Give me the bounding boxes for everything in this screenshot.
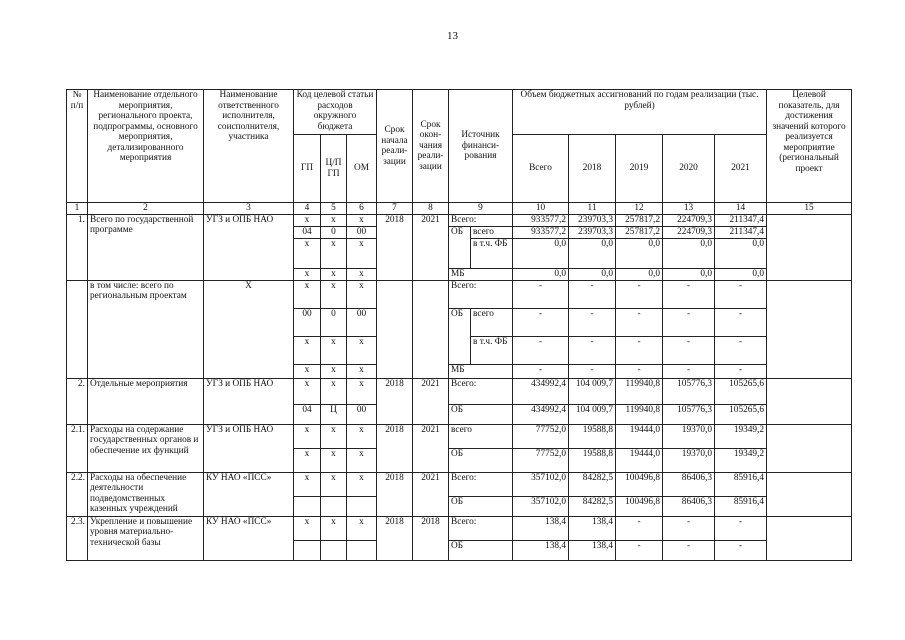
code-gp: х	[294, 364, 321, 378]
code-cp	[321, 540, 347, 560]
vol-total: 434992,4	[513, 378, 569, 404]
vol-2020: -	[663, 308, 715, 336]
vol-2019: 0,0	[616, 238, 663, 268]
code-cp: х	[321, 516, 347, 540]
code-gp: х	[294, 472, 321, 496]
fin-source: ОБ	[449, 308, 471, 364]
header-start: Срок начала реали- зации	[377, 90, 413, 203]
column-number: 10	[513, 203, 569, 215]
vol-2020: 105776,3	[663, 404, 715, 424]
header-code-om: ОМ	[347, 135, 377, 203]
code-om: 00	[347, 308, 377, 336]
vol-total: -	[513, 308, 569, 336]
column-number: 2	[88, 203, 204, 215]
vol-2018: 239703,3	[569, 214, 616, 226]
row-responsible: УГЗ и ОПБ НАО	[204, 214, 294, 280]
vol-2021: 211347,4	[715, 214, 767, 226]
row-name: Расходы на обеспечение деятельности подведомственных казенных учреждений	[88, 472, 204, 516]
fin-source: МБ	[449, 268, 513, 280]
code-cp: х	[321, 238, 347, 268]
row-num: 1.	[67, 214, 88, 280]
fin-source: ОБ	[449, 496, 513, 516]
vol-2018: 0,0	[569, 238, 616, 268]
row-responsible: УГЗ и ОПБ НАО	[204, 424, 294, 472]
vol-2020: 224709,3	[663, 214, 715, 226]
vol-2020: 19370,0	[663, 424, 715, 448]
code-om: х	[347, 472, 377, 496]
vol-2019: -	[616, 336, 663, 364]
target-cell	[767, 280, 852, 378]
code-cp: 0	[321, 226, 347, 238]
vol-2018: 104 009,7	[569, 378, 616, 404]
code-om: х	[347, 238, 377, 268]
column-number: 3	[204, 203, 294, 215]
row-start: 2018	[377, 424, 413, 472]
code-cp: х	[321, 378, 347, 404]
fin-source: Всего:	[449, 280, 513, 308]
page-number: 13	[447, 30, 458, 42]
vol-2020: 86406,3	[663, 472, 715, 496]
table-row	[67, 424, 852, 448]
code-gp: 04	[294, 404, 321, 424]
code-om: х	[347, 268, 377, 280]
vol-2021: 105265,6	[715, 378, 767, 404]
row-num	[67, 280, 88, 378]
vol-2020: -	[663, 516, 715, 540]
vol-2021: -	[715, 364, 767, 378]
vol-2019: -	[616, 308, 663, 336]
code-om: х	[347, 448, 377, 472]
vol-2018: -	[569, 308, 616, 336]
code-cp: х	[321, 336, 347, 364]
column-number: 4	[294, 203, 321, 215]
row-end: 2021	[413, 214, 449, 280]
column-number: 15	[767, 203, 852, 215]
fin-subsource: в т.ч. ФБ	[471, 336, 513, 364]
vol-total: -	[513, 280, 569, 308]
vol-total: 434992,4	[513, 404, 569, 424]
code-om: х	[347, 214, 377, 226]
column-number: 1	[67, 203, 88, 215]
vol-2021: 85916,4	[715, 472, 767, 496]
header-code-gp: ГП	[294, 135, 321, 203]
row-name: Отдельные мероприятия	[88, 378, 204, 424]
table-row	[67, 214, 852, 226]
vol-2021: -	[715, 308, 767, 336]
vol-2018: 239703,3	[569, 226, 616, 238]
fin-source: ОБ	[449, 540, 513, 560]
code-gp: х	[294, 378, 321, 404]
vol-2019: 100496,8	[616, 496, 663, 516]
column-number: 9	[449, 203, 513, 215]
vol-total: 933577,2	[513, 226, 569, 238]
vol-2018: -	[569, 336, 616, 364]
code-gp: х	[294, 448, 321, 472]
vol-total: 357102,0	[513, 472, 569, 496]
code-om: х	[347, 516, 377, 540]
vol-2019: -	[616, 540, 663, 560]
budget-table	[66, 89, 852, 561]
row-num: 2.2.	[67, 472, 88, 516]
column-number: 14	[715, 203, 767, 215]
vol-2019: -	[616, 516, 663, 540]
code-om: х	[347, 364, 377, 378]
vol-2020: -	[663, 280, 715, 308]
row-start: 2018	[377, 378, 413, 424]
code-cp: х	[321, 448, 347, 472]
row-name: в том числе: всего по региональным проектам	[88, 280, 204, 378]
code-cp: Ц	[321, 404, 347, 424]
vol-2020: -	[663, 336, 715, 364]
vol-2019: 119940,8	[616, 404, 663, 424]
table-row	[67, 280, 852, 308]
row-responsible: Х	[204, 280, 294, 378]
vol-2019: -	[616, 364, 663, 378]
code-gp: х	[294, 238, 321, 268]
vol-2020: -	[663, 540, 715, 560]
code-om: 00	[347, 226, 377, 238]
column-number: 12	[616, 203, 663, 215]
fin-subsource: в т.ч. ФБ	[471, 238, 513, 268]
vol-2018: 84282,5	[569, 496, 616, 516]
header-volume: Объем бюджетных ассигнований по годам реализации (тыс. рублей)	[513, 90, 767, 135]
fin-source: всего	[449, 424, 513, 448]
row-end: 2021	[413, 378, 449, 424]
fin-source: ОБ	[449, 404, 513, 424]
vol-2021: -	[715, 516, 767, 540]
code-cp: 0	[321, 308, 347, 336]
code-gp: х	[294, 516, 321, 540]
column-number: 6	[347, 203, 377, 215]
header-year-2020: 2020	[663, 135, 715, 203]
row-name: Расходы на содержание государственных органов и обеспечение их функций	[88, 424, 204, 472]
code-gp: х	[294, 424, 321, 448]
vol-2020: 105776,3	[663, 378, 715, 404]
vol-2021: 19349,2	[715, 424, 767, 448]
code-om: х	[347, 280, 377, 308]
code-gp: 04	[294, 226, 321, 238]
row-num: 2.1.	[67, 424, 88, 472]
vol-2019: 100496,8	[616, 472, 663, 496]
vol-total: 933577,2	[513, 214, 569, 226]
code-om	[347, 540, 377, 560]
fin-subsource: всего	[471, 226, 513, 238]
fin-source: Всего:	[449, 214, 513, 226]
row-responsible: КУ НАО «ПСС»	[204, 472, 294, 516]
header-code-cp: Ц/П ГП	[321, 135, 347, 203]
vol-total: 77752,0	[513, 424, 569, 448]
vol-2021: -	[715, 336, 767, 364]
vol-2020: -	[663, 364, 715, 378]
vol-2018: 138,4	[569, 540, 616, 560]
fin-source: ОБ	[449, 226, 471, 268]
vol-total: -	[513, 336, 569, 364]
vol-2018: 84282,5	[569, 472, 616, 496]
table-header-row	[67, 90, 852, 135]
code-gp	[294, 540, 321, 560]
vol-2021: -	[715, 280, 767, 308]
target-cell	[767, 214, 852, 280]
vol-2019: 19444,0	[616, 448, 663, 472]
target-cell	[767, 424, 852, 472]
header-code: Код целевой статьи расходов окружного бюджета	[294, 90, 377, 135]
vol-2021: -	[715, 540, 767, 560]
vol-2019: 257817,2	[616, 226, 663, 238]
vol-2020: 0,0	[663, 268, 715, 280]
code-cp: х	[321, 364, 347, 378]
column-number: 13	[663, 203, 715, 215]
vol-total: 0,0	[513, 268, 569, 280]
vol-2021: 105265,6	[715, 404, 767, 424]
code-om	[347, 496, 377, 516]
code-om: х	[347, 424, 377, 448]
vol-2018: 138,4	[569, 516, 616, 540]
code-gp	[294, 496, 321, 516]
header-end: Срок окон- чания реали- зации	[413, 90, 449, 203]
vol-2020: 0,0	[663, 238, 715, 268]
row-end: 2021	[413, 472, 449, 516]
code-om: 00	[347, 404, 377, 424]
vol-2021: 211347,4	[715, 226, 767, 238]
header-target: Целевой показатель, для достижения значений которого реализуется мероприятие (региональный проект	[767, 90, 852, 203]
code-om: х	[347, 336, 377, 364]
fin-source: ОБ	[449, 448, 513, 472]
header-num: № п/п	[67, 90, 88, 203]
vol-total: 138,4	[513, 516, 569, 540]
code-cp: х	[321, 280, 347, 308]
fin-source: Всего:	[449, 516, 513, 540]
table-row	[67, 472, 852, 496]
header-responsible: Наименование ответственного исполнителя, соисполнителя, участника	[204, 90, 294, 203]
target-cell	[767, 516, 852, 560]
vol-2019: -	[616, 280, 663, 308]
vol-2018: -	[569, 280, 616, 308]
vol-2020: 224709,3	[663, 226, 715, 238]
column-number: 11	[569, 203, 616, 215]
row-end: 2021	[413, 424, 449, 472]
row-name: Укрепление и повышение уровня материально-технической базы	[88, 516, 204, 560]
header-year-2018: 2018	[569, 135, 616, 203]
vol-2021: 0,0	[715, 268, 767, 280]
fin-subsource: всего	[471, 308, 513, 336]
row-num: 2.	[67, 378, 88, 424]
code-cp: х	[321, 268, 347, 280]
header-source: Источник финанси- рования	[449, 90, 513, 203]
column-number: 8	[413, 203, 449, 215]
code-gp: х	[294, 280, 321, 308]
vol-total: 138,4	[513, 540, 569, 560]
column-number: 7	[377, 203, 413, 215]
table-row	[67, 516, 852, 540]
row-start: 2018	[377, 472, 413, 516]
vol-2018: 19588,8	[569, 448, 616, 472]
vol-total: 0,0	[513, 238, 569, 268]
vol-2019: 0,0	[616, 268, 663, 280]
vol-2020: 19370,0	[663, 448, 715, 472]
vol-2020: 86406,3	[663, 496, 715, 516]
vol-total: -	[513, 364, 569, 378]
vol-2019: 257817,2	[616, 214, 663, 226]
fin-source: Всего:	[449, 472, 513, 496]
table-row	[67, 378, 852, 404]
fin-source: Всего:	[449, 378, 513, 404]
row-responsible: УГЗ и ОПБ НАО	[204, 378, 294, 424]
row-end: 2018	[413, 516, 449, 560]
fin-source: МБ	[449, 364, 513, 378]
vol-2021: 85916,4	[715, 496, 767, 516]
code-om: х	[347, 378, 377, 404]
header-vol-total: Всего	[513, 135, 569, 203]
code-gp: х	[294, 336, 321, 364]
vol-2018: -	[569, 364, 616, 378]
column-number: 5	[321, 203, 347, 215]
row-start	[377, 280, 413, 378]
vol-total: 77752,0	[513, 448, 569, 472]
vol-2021: 19349,2	[715, 448, 767, 472]
row-start: 2018	[377, 214, 413, 280]
vol-total: 357102,0	[513, 496, 569, 516]
row-num: 2.3.	[67, 516, 88, 560]
target-cell	[767, 472, 852, 516]
row-start: 2018	[377, 516, 413, 560]
vol-2018: 0,0	[569, 268, 616, 280]
code-cp: х	[321, 472, 347, 496]
row-responsible: КУ НАО «ПСС»	[204, 516, 294, 560]
target-cell	[767, 378, 852, 424]
code-gp: х	[294, 268, 321, 280]
vol-2019: 119940,8	[616, 378, 663, 404]
header-name: Наименование отдельного мероприятия, регионального проекта, подпрограммы, основного мероприятия, детализированного мероприятия	[88, 90, 204, 203]
row-end	[413, 280, 449, 378]
code-cp: х	[321, 424, 347, 448]
code-gp: 00	[294, 308, 321, 336]
vol-2019: 19444,0	[616, 424, 663, 448]
header-year-2019: 2019	[616, 135, 663, 203]
vol-2018: 19588,8	[569, 424, 616, 448]
column-numbers-row	[67, 203, 852, 215]
row-name: Всего по государственной программе	[88, 214, 204, 280]
vol-2021: 0,0	[715, 238, 767, 268]
code-gp: х	[294, 214, 321, 226]
header-year-2021: 2021	[715, 135, 767, 203]
code-cp	[321, 496, 347, 516]
vol-2018: 104 009,7	[569, 404, 616, 424]
code-cp: х	[321, 214, 347, 226]
